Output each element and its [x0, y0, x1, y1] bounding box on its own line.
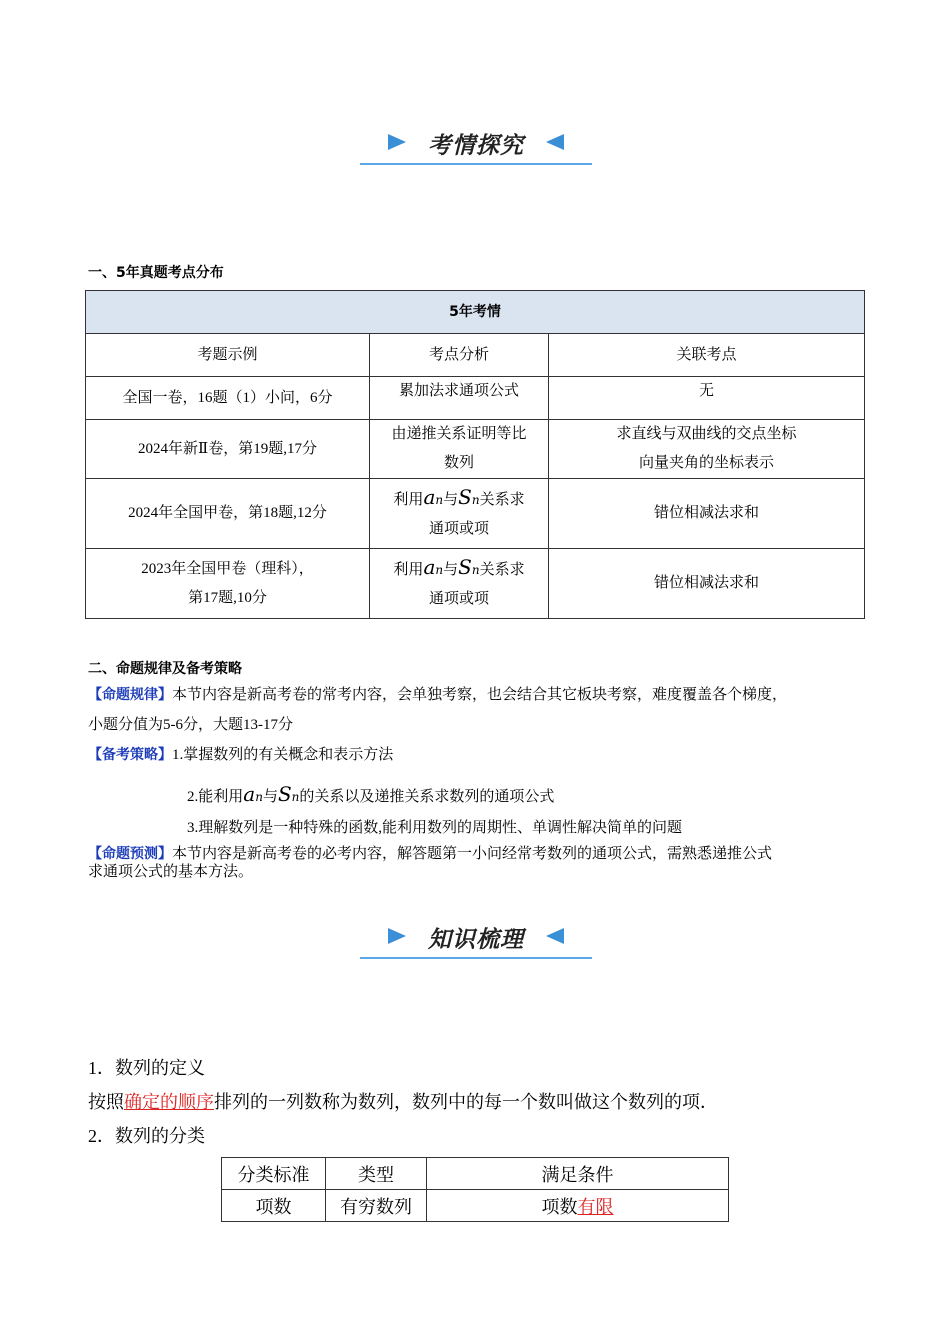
table-header: 5年考情: [86, 291, 865, 334]
cell-analysis: [370, 549, 549, 619]
cell-standard: 项数: [222, 1190, 326, 1222]
cell-condition: [427, 1190, 729, 1222]
cell-analysis: 累加法求通项公式: [370, 377, 549, 420]
column-header: 满足条件: [427, 1158, 729, 1190]
label-predict: 【命题预测】: [88, 846, 172, 862]
banner-underline: [360, 957, 592, 959]
text-span: 的关系以及递推关系求数列的通项公式: [299, 789, 555, 805]
math-subscript-n: n: [291, 790, 300, 804]
banner-title: 知识梳理: [428, 927, 524, 953]
example-line: 第17题,10分: [188, 589, 267, 606]
column-header: 关联考点: [549, 334, 865, 377]
knowledge-item-title: 1．数列的定义: [88, 1058, 205, 1078]
section-banner-knowledge: [360, 919, 592, 959]
cell-analysis: [370, 420, 549, 479]
text-span: 按照: [88, 1092, 124, 1112]
example-line: 2023年全国甲卷（理科），: [141, 560, 314, 577]
highlight-text: 确定的顺序: [124, 1092, 214, 1112]
column-header: 类型: [326, 1158, 427, 1190]
table-row: [222, 1190, 729, 1222]
math-variable-s: S: [458, 485, 472, 509]
math-variable-a: a: [423, 485, 436, 509]
math-variable-s: S: [277, 782, 292, 806]
text-span: 关系求: [479, 492, 525, 508]
cell-example: 2024年新Ⅱ卷，第19题,17分: [86, 420, 370, 479]
classification-table: [221, 1157, 729, 1222]
predict-paragraph-cont: 求通项公式的基本方法。: [88, 864, 254, 880]
text-span: 2.能利用: [187, 789, 244, 805]
cell-example: [86, 549, 370, 619]
banner-title: 考情探究: [428, 133, 524, 159]
cell-type: 有穷数列: [326, 1190, 427, 1222]
definition-paragraph: [88, 1087, 718, 1117]
column-header: 考点分析: [370, 334, 549, 377]
analysis-line: 数列: [443, 455, 474, 471]
math-subscript-n: n: [471, 493, 480, 507]
cell-related: [549, 420, 865, 479]
triangle-left-icon: [546, 928, 564, 944]
text-span: 利用: [393, 492, 424, 508]
related-line: 向量夹角的坐标表示: [638, 455, 774, 471]
cell-related: 错位相减法求和: [549, 549, 865, 619]
strategy-item: [187, 780, 554, 811]
math-subscript-n: n: [435, 493, 444, 507]
label-rule: 【命题规律】: [88, 687, 172, 703]
text-span: 1.掌握数列的有关概念和表示方法: [172, 747, 394, 763]
rule-paragraph: [88, 681, 878, 709]
math-variable-a: a: [423, 555, 436, 579]
predict-paragraph: [88, 845, 878, 863]
related-line: 求直线与双曲线的交点坐标: [616, 426, 797, 442]
table-row: [86, 377, 865, 420]
text-span: 利用: [393, 562, 424, 578]
math-subscript-n: n: [255, 790, 263, 804]
text-span: 本节内容是新高考卷的常考内容，会单独考察，也会结合其它板块考察，难度覆盖各个梯度，: [172, 687, 788, 703]
text-span: 排列的一列数称为数列，数列中的每一个数叫做这个数列的项．: [214, 1092, 718, 1112]
math-variable-s: S: [458, 555, 472, 579]
analysis-line: 由递推关系证明等比: [391, 426, 527, 442]
strategy-item: 3.理解数列是一种特殊的函数,能利用数列的周期性、单调性解决简单的问题: [187, 820, 683, 836]
text-span: 与: [443, 492, 459, 508]
table-row: [86, 479, 865, 549]
knowledge-item-title: 2．数列的分类: [88, 1126, 205, 1146]
banner-underline: [360, 163, 592, 165]
column-header: 分类标准: [222, 1158, 326, 1190]
text-span: 本节内容是新高考卷的必考内容，解答题第一小问经常考数列的通项公式，需熟悉递推公式: [172, 846, 773, 862]
math-subscript-n: n: [471, 563, 480, 577]
text-span: 与: [262, 789, 278, 805]
exam-distribution-table: [85, 290, 865, 619]
label-strategy: 【备考策略】: [88, 747, 172, 763]
analysis-line: 通项或项: [428, 591, 489, 607]
table-row: [86, 420, 865, 479]
text-span: 项数: [541, 1196, 578, 1217]
math-variable-a: a: [243, 782, 256, 806]
section-banner-exam-analysis: [360, 125, 592, 165]
section-heading: 二、命题规律及备考策略: [88, 661, 242, 677]
cell-example: 2024年全国甲卷，第18题,12分: [86, 479, 370, 549]
cell-related: 错位相减法求和: [549, 479, 865, 549]
text-span: 关系求: [479, 562, 525, 578]
triangle-left-icon: [546, 134, 564, 150]
cell-example: 全国一卷，16题（1）小问，6分: [86, 377, 370, 420]
table-row: [86, 549, 865, 619]
text-span: 与: [443, 562, 459, 578]
cell-analysis: [370, 479, 549, 549]
column-header: 考题示例: [86, 334, 370, 377]
cell-related: 无: [549, 377, 865, 420]
math-subscript-n: n: [435, 563, 444, 577]
highlight-text: 有限: [577, 1196, 614, 1217]
section-heading: 一、5年真题考点分布: [88, 265, 224, 281]
rule-paragraph-cont: 小题分值为5-6分，大题13-17分: [88, 717, 293, 733]
analysis-line: 通项或项: [428, 521, 489, 537]
strategy-paragraph: [88, 741, 393, 769]
